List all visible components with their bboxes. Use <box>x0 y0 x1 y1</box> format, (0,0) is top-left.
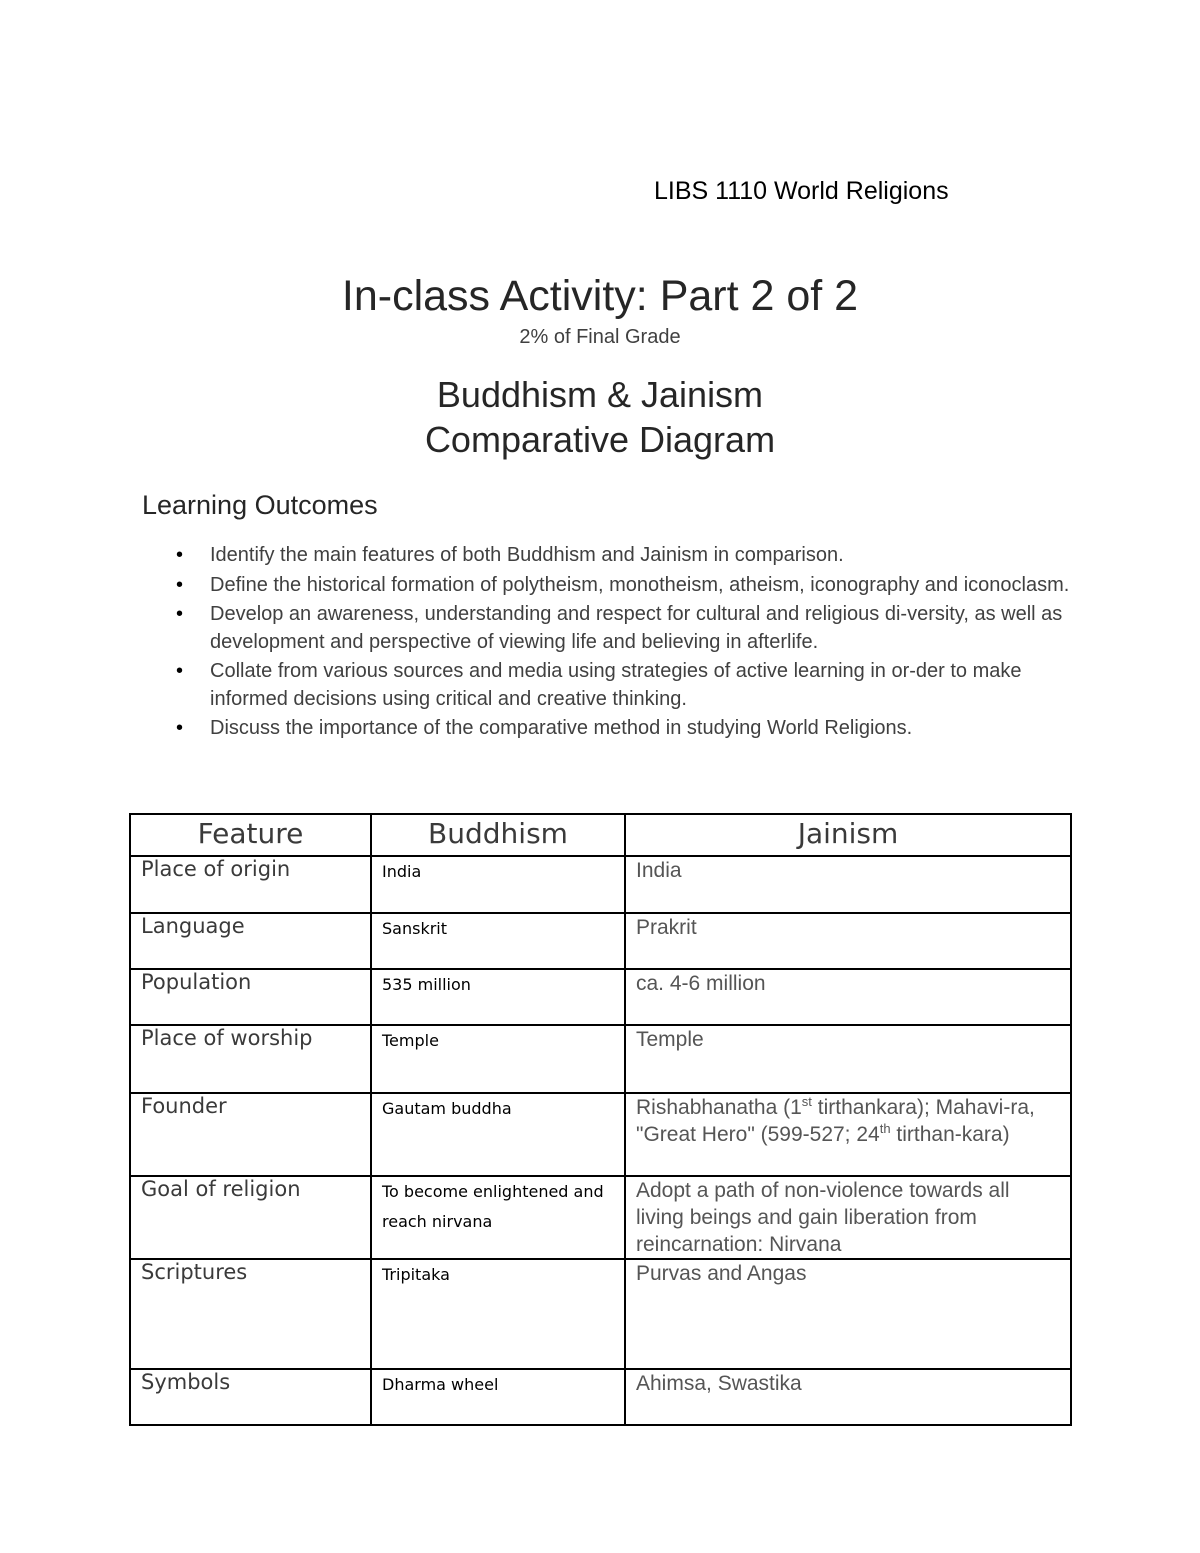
outcome-text: Collate from various sources and media using strategies of active learning in or-der to make informed decisions using critical and creative thinking. <box>210 660 1022 710</box>
feature-cell: Population <box>130 969 371 1025</box>
buddhism-cell: India <box>371 856 625 913</box>
table-row <box>130 1369 1071 1425</box>
jainism-cell: Temple <box>625 1025 1071 1093</box>
jainism-cell: India <box>625 856 1071 913</box>
founder-text-part: tirthan-kara) <box>890 1123 1010 1146</box>
table-header-row <box>130 814 1071 856</box>
table-row <box>130 1176 1071 1259</box>
ordinal-superscript: st <box>801 1094 812 1109</box>
buddhism-cell: 535 million <box>371 969 625 1025</box>
table-row <box>130 1259 1071 1369</box>
bullet-icon: • <box>176 603 184 625</box>
buddhism-cell: Gautam buddha <box>371 1093 625 1176</box>
list-item <box>142 601 1082 656</box>
feature-cell: Place of origin <box>130 856 371 913</box>
outcome-text: Identify the main features of both Buddhism and Jainism in comparison. <box>210 544 844 566</box>
page-title: In-class Activity: Part 2 of 2 <box>341 272 859 320</box>
comparison-table <box>129 813 1072 1426</box>
course-header: LIBS 1110 World Religions <box>654 177 949 205</box>
table-row <box>130 1093 1071 1176</box>
list-item <box>142 542 1082 570</box>
jainism-cell: Ahimsa, Swastika <box>625 1369 1071 1425</box>
diagram-title-line-1: Buddhism & Jainism <box>436 374 764 415</box>
bullet-icon: • <box>176 573 184 596</box>
feature-cell: Symbols <box>130 1369 371 1425</box>
table-row <box>130 913 1071 969</box>
header-feature: Feature <box>130 814 371 856</box>
founder-text-part: tirthankara); Mahavi-ra, "Great Hero" (599-527; 24 <box>636 1096 1035 1146</box>
learning-outcomes-heading: Learning Outcomes <box>142 490 378 520</box>
table-row <box>130 969 1071 1025</box>
buddhism-cell: Temple <box>371 1025 625 1093</box>
list-item <box>142 658 1082 713</box>
jainism-cell: Purvas and Angas <box>625 1259 1071 1369</box>
ordinal-superscript: th <box>879 1121 891 1136</box>
learning-outcomes-list <box>142 542 1082 745</box>
bullet-icon: • <box>176 660 184 682</box>
founder-text-part: Rishabhanatha (1 <box>636 1096 802 1119</box>
list-item <box>142 715 1082 743</box>
bullet-icon: • <box>176 717 184 739</box>
table-row <box>130 1025 1071 1093</box>
buddhism-cell: Dharma wheel <box>371 1369 625 1425</box>
feature-cell: Language <box>130 913 371 969</box>
header-jainism: Jainism <box>625 814 1071 856</box>
feature-cell: Place of worship <box>130 1025 371 1093</box>
buddhism-cell: Sanskrit <box>371 913 625 969</box>
table-row <box>130 856 1071 913</box>
buddhism-cell: To become enlightened and reach nirvana <box>371 1176 625 1259</box>
feature-cell: Goal of religion <box>130 1176 371 1259</box>
feature-cell: Scriptures <box>130 1259 371 1369</box>
outcome-text: Develop an awareness, understanding and respect for cultural and religious di-versity, as well as development and perspective of viewing life and believing in afterlife. <box>210 603 1063 653</box>
outcome-text: Discuss the importance of the comparative method in studying World Religions. <box>210 717 913 739</box>
diagram-title <box>0 372 1200 462</box>
jainism-cell: Adopt a path of non-violence towards all living beings and gain liberation from reincarnation: Nirvana <box>625 1176 1071 1259</box>
list-item <box>142 572 1082 600</box>
jainism-cell <box>625 1093 1071 1176</box>
jainism-cell: ca. 4-6 million <box>625 969 1071 1025</box>
feature-cell: Founder <box>130 1093 371 1176</box>
jainism-cell: Prakrit <box>625 913 1071 969</box>
header-buddhism: Buddhism <box>371 814 625 856</box>
bullet-icon: • <box>176 544 184 566</box>
grade-weight: 2% of Final Grade <box>519 326 681 348</box>
outcome-text: Define the historical formation of polytheism, monotheism, atheism, iconography and iconoclasm. <box>210 573 1070 596</box>
diagram-title-line-2: Comparative Diagram <box>424 419 776 460</box>
buddhism-cell: Tripitaka <box>371 1259 625 1369</box>
